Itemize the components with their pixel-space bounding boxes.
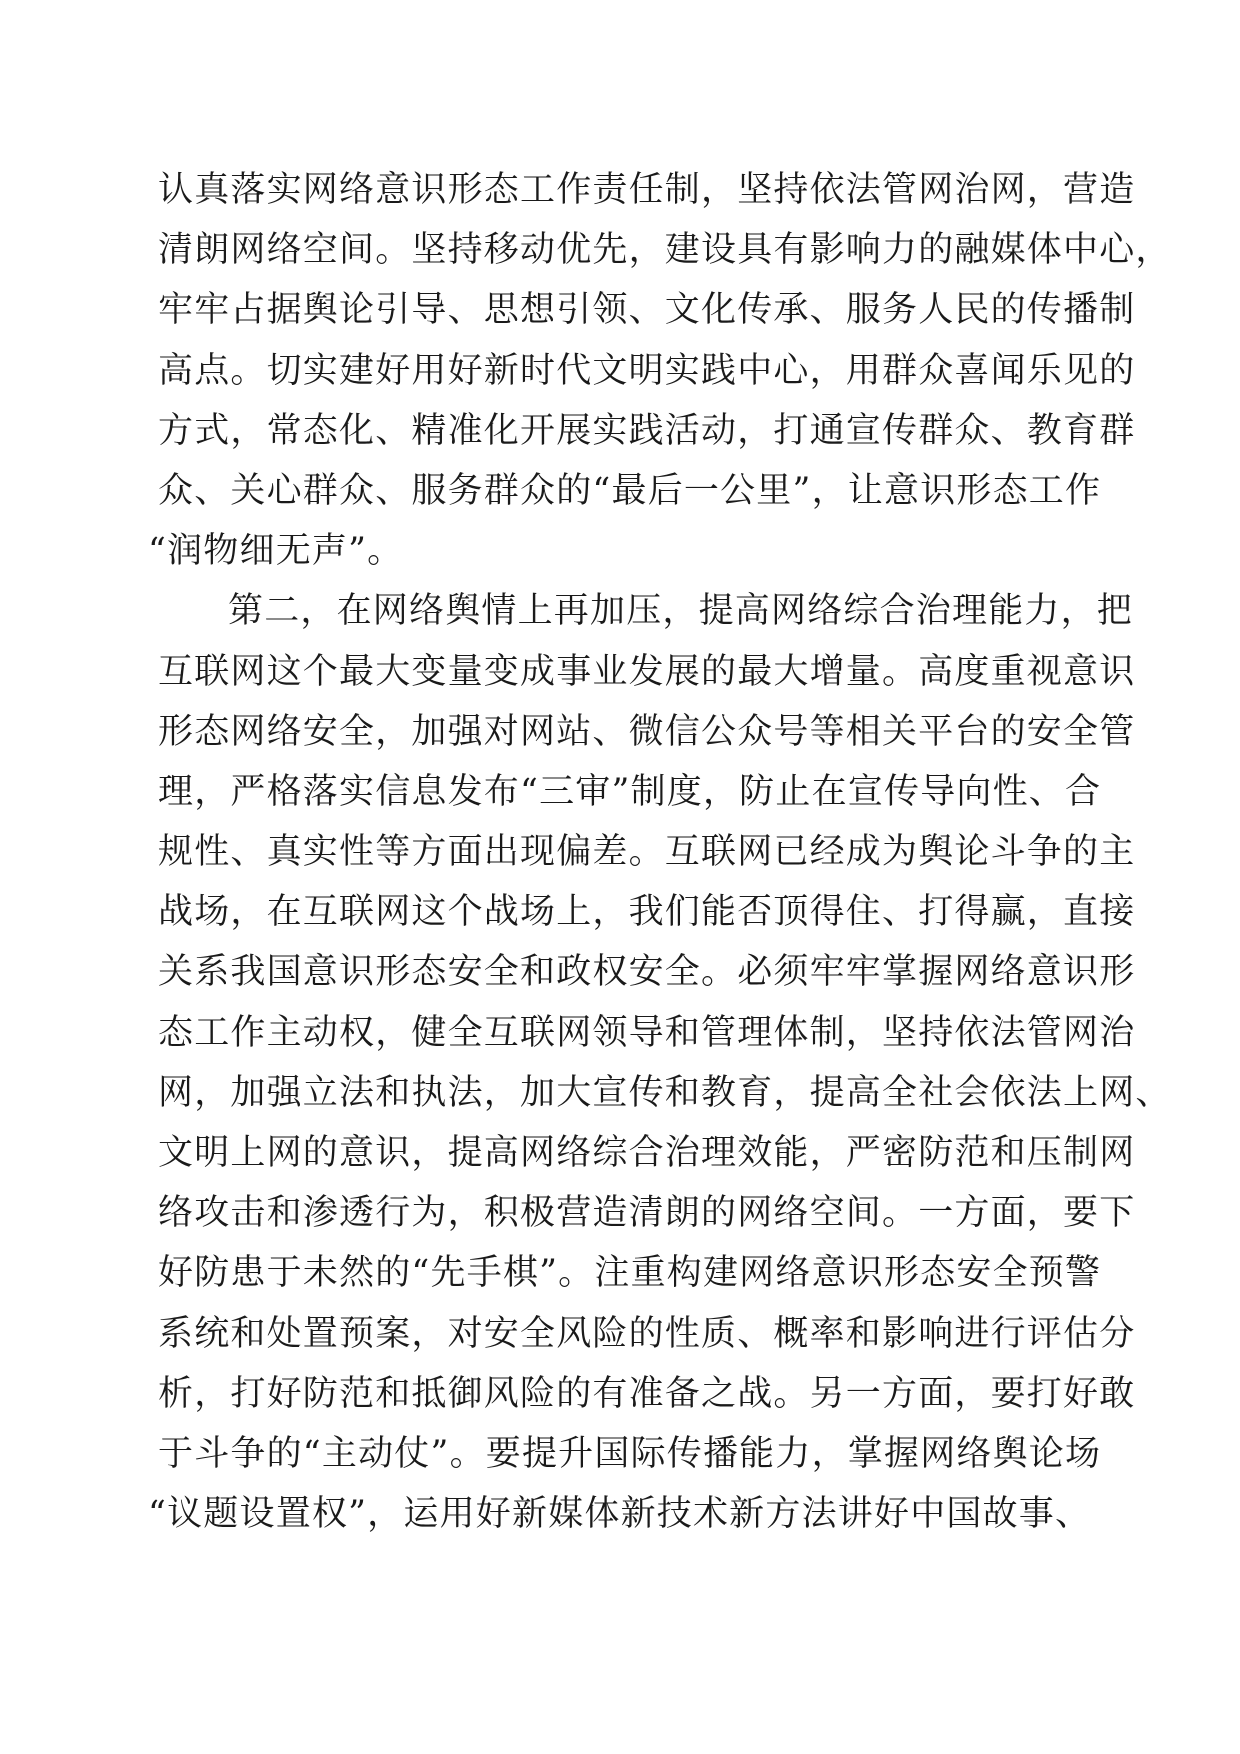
text-line: 好防患于未然的“先手棋”。注重构建网络意识形态安全预警 [158,1253,1102,1294]
text-line: 络攻击和渗透行为，积极营造清朗的网络空间。一方面，要下 [158,1193,1136,1234]
text-line: 战场，在互联网这个战场上，我们能否顶得住、打得赢，直接 [158,892,1136,933]
text-line: 互联网这个最大变量变成事业发展的最大增量。高度重视意识 [158,651,1136,692]
paragraph-1 [148,160,1172,581]
text-line: 于斗争的“主动仗”。要提升国际传播能力，掌握网络舆论场 [158,1433,1102,1474]
text-line: 高点。切实建好用好新时代文明实践中心，用群众喜闻乐见的 [158,350,1136,391]
text-line: 理，严格落实信息发布“三审”制度，防止在宣传导向性、合 [158,771,1102,812]
text-line: 文明上网的意识，提高网络综合治理效能，严密防范和压制网 [158,1133,1136,1173]
text-line: 第二，在网络舆情上再加压，提高网络综合治理能力，把 [228,591,1134,632]
text-line: 认真落实网络意识形态工作责任制，坚持依法管网治网，营造 [158,170,1136,210]
text-line: “润物细无声”。 [148,531,404,572]
body-text [148,160,1172,1544]
text-line: 清朗网络空间。坚持移动优先，建设具有影响力的融媒体中心， [158,230,1172,271]
text-line: 众、关心群众、服务群众的“最后一公里”，让意识形态工作 [158,470,1102,511]
text-line: 规性、真实性等方面出现偏差。互联网已经成为舆论斗争的主 [158,832,1136,873]
text-line: “议题设置权”，运用好新媒体新技术新方法讲好中国故事、 [148,1494,1092,1535]
text-line: 析，打好防范和抵御风险的有准备之战。另一方面，要打好敢 [158,1373,1136,1414]
text-line: 网，加强立法和执法，加大宣传和教育，提高全社会依法上网、 [158,1072,1172,1113]
paragraph-2 [148,581,1172,1544]
text-line: 牢牢占据舆论引导、思想引领、文化传承、服务人民的传播制 [158,290,1136,331]
text-line: 方式，常态化、精准化开展实践活动，打通宣传群众、教育群 [158,410,1136,451]
text-line: 态工作主动权，健全互联网领导和管理体制，坚持依法管网治 [158,1012,1136,1053]
text-line: 系统和处置预案，对安全风险的性质、概率和影响进行评估分 [158,1313,1136,1354]
text-line: 形态网络安全，加强对网站、微信公众号等相关平台的安全管 [158,711,1136,752]
text-line: 关系我国意识形态安全和政权安全。必须牢牢掌握网络意识形 [158,952,1136,993]
